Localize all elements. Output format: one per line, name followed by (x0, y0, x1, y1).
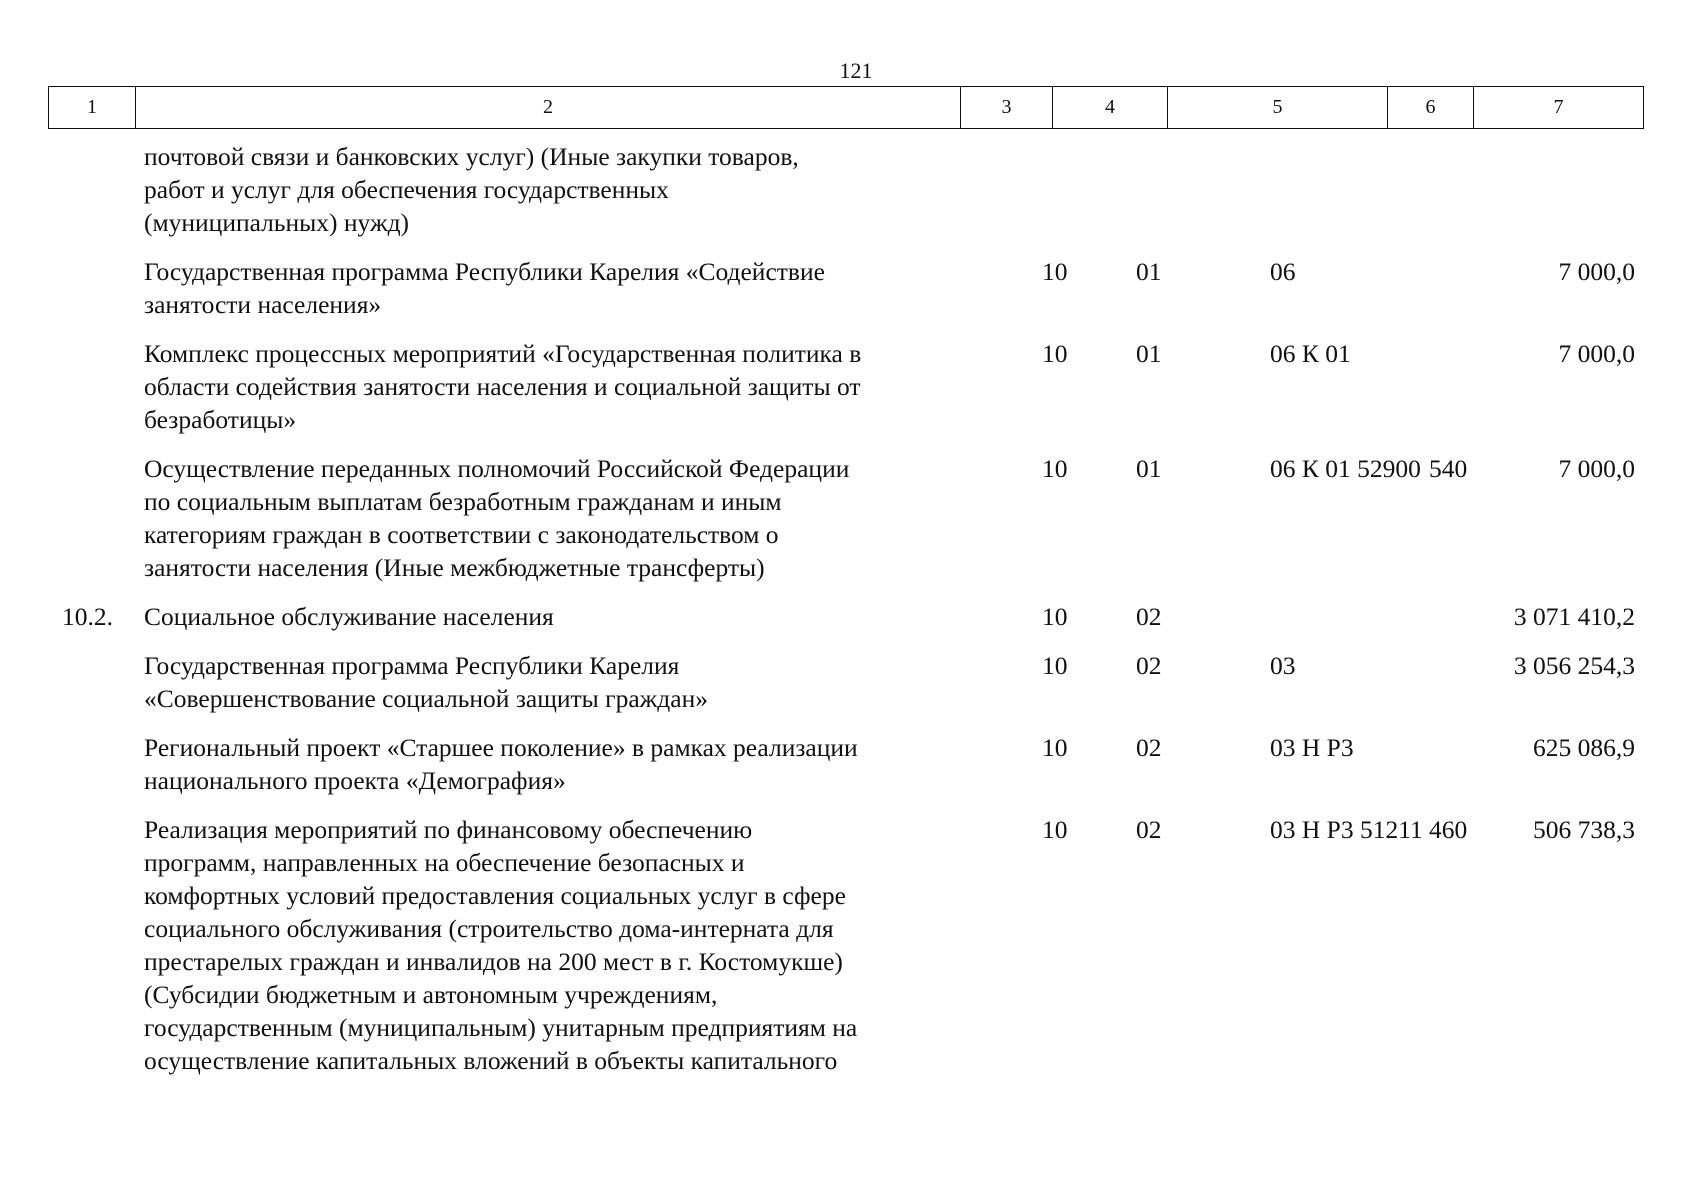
row-amount-text: 625 086,9 (1533, 733, 1635, 762)
header-col-3: 3 (961, 87, 1053, 128)
row-number (48, 649, 144, 715)
row-subsection-code (1100, 255, 1184, 321)
row-description-text: Социальное обслуживание населения (144, 602, 554, 631)
row-subsection-code-text: 01 (1136, 454, 1162, 483)
row-target-article-text: 03 (1270, 651, 1296, 680)
row-expense-type (1409, 255, 1499, 321)
row-description-text: Региональный проект «Старшее поколение» в рамках реализации национального проекта «Демография» (144, 733, 858, 795)
row-number (48, 813, 144, 1077)
row-section-code (1004, 649, 1100, 715)
row-target-article (1184, 731, 1409, 797)
table-row (48, 600, 1644, 633)
row-section-code (1004, 452, 1100, 584)
row-amount (1499, 452, 1644, 584)
row-expense-type (1409, 140, 1499, 239)
row-section-code (1004, 813, 1100, 1077)
row-section-code-text: 10 (1042, 602, 1068, 631)
row-target-article (1184, 649, 1409, 715)
row-target-article (1184, 813, 1423, 1077)
row-amount-text: 3 071 410,2 (1513, 602, 1635, 631)
table-row (48, 649, 1644, 715)
header-col-4: 4 (1053, 87, 1168, 128)
row-section-code-text: 10 (1042, 651, 1068, 680)
row-target-article-text: 03 Н Р3 51211 (1270, 815, 1423, 844)
row-subsection-code (1100, 452, 1184, 584)
row-description (144, 813, 1004, 1077)
row-section-code (1004, 255, 1100, 321)
row-amount-text: 506 738,3 (1533, 815, 1635, 844)
table-row (48, 140, 1644, 239)
row-subsection-code (1100, 600, 1184, 633)
row-subsection-code-text: 01 (1136, 339, 1162, 368)
row-description-text: Реализация мероприятий по финансовому обеспечению программ, направленных на обеспечение безопасных и комфортных условий предоставления социальных услуг в сфере социального обслуживания (строительство дома-интерната для престарелых граждан и инвалидов на 200 мест в г. Костомукше) (Субсидии бюджетным и автономным учреждениям, государственным (муниципальным) унитарным предприятиям на осуществление капитальных вложений в объекты капитального (144, 815, 858, 1075)
row-expense-type (1409, 813, 1499, 1077)
row-section-code (1004, 140, 1100, 239)
header-col-7: 7 (1553, 96, 1564, 118)
row-target-article (1184, 140, 1409, 239)
row-subsection-code (1100, 813, 1184, 1077)
row-amount (1499, 813, 1644, 1077)
row-number (48, 255, 144, 321)
page-number: 121 (839, 58, 873, 83)
table-row (48, 452, 1644, 584)
row-amount-text: 7 000,0 (1558, 339, 1635, 368)
table-row (48, 337, 1644, 436)
table-row (48, 731, 1644, 797)
row-description-text: Государственная программа Республики Карелия «Совершенствование социальной защиты граждан» (144, 651, 708, 713)
row-expense-type (1409, 452, 1499, 584)
row-subsection-code-text: 01 (1136, 257, 1162, 286)
row-amount (1499, 337, 1644, 436)
row-amount (1499, 649, 1644, 715)
row-description (144, 337, 1004, 436)
row-subsection-code-text: 02 (1136, 651, 1162, 680)
row-subsection-code (1100, 731, 1184, 797)
header-col-5: 5 (1168, 87, 1388, 128)
row-section-code (1004, 600, 1100, 633)
header-col-6: 6 (1388, 87, 1474, 128)
row-description-text: Осуществление переданных полномочий Российской Федерации по социальным выплатам безработным гражданам и иным категориям граждан в соответствии с законодательством о занятости населения (Иные межбюджетные трансферты) (144, 454, 850, 582)
row-target-article-text: 06 (1270, 257, 1296, 286)
row-description (144, 140, 1004, 239)
row-target-article (1184, 255, 1409, 321)
row-number (48, 452, 144, 584)
row-subsection-code (1100, 649, 1184, 715)
row-section-code-text: 10 (1042, 733, 1068, 762)
row-number (48, 731, 144, 797)
table-row (48, 255, 1644, 321)
header-col-1: 1 (49, 87, 136, 128)
row-description-text: Комплекс процессных мероприятий «Государственная политика в области содействия занятости населения и социальной защиты от безработицы» (144, 339, 862, 434)
table-row (48, 813, 1644, 1077)
row-section-code-text: 10 (1042, 454, 1068, 483)
row-subsection-code-text: 02 (1136, 602, 1162, 631)
row-section-code-text: 10 (1042, 339, 1068, 368)
row-subsection-code (1100, 140, 1184, 239)
row-amount-text: 7 000,0 (1558, 257, 1635, 286)
row-expense-type-text: 460 (1429, 815, 1468, 844)
row-amount-text: 3 056 254,3 (1513, 651, 1635, 680)
row-number (48, 337, 144, 436)
row-target-article-text: 06 К 01 (1270, 339, 1351, 368)
row-amount (1499, 255, 1644, 321)
row-target-article (1184, 452, 1421, 584)
header-col-2: 2 (136, 87, 961, 128)
row-expense-type (1409, 649, 1499, 715)
row-section-code-text: 10 (1042, 815, 1068, 844)
row-subsection-code (1100, 337, 1184, 436)
row-target-article-text: 03 Н Р3 (1270, 733, 1354, 762)
row-description (144, 452, 1004, 584)
row-number-text: 10.2. (62, 602, 113, 631)
row-description (144, 600, 1004, 633)
row-number (48, 140, 144, 239)
row-target-article (1184, 337, 1409, 436)
row-section-code (1004, 337, 1100, 436)
row-expense-type (1409, 600, 1499, 633)
row-target-article (1184, 600, 1409, 633)
row-target-article-text: 06 К 01 52900 (1270, 454, 1421, 483)
row-expense-type (1409, 731, 1499, 797)
row-amount (1499, 600, 1644, 633)
row-number (48, 600, 144, 633)
row-subsection-code-text: 02 (1136, 815, 1162, 844)
row-section-code (1004, 731, 1100, 797)
row-subsection-code-text: 02 (1136, 733, 1162, 762)
row-description (144, 649, 1004, 715)
row-amount-text: 7 000,0 (1558, 454, 1635, 483)
table-header (48, 86, 1644, 129)
row-expense-type-text: 540 (1429, 454, 1468, 483)
row-description (144, 731, 1004, 797)
table-body (48, 140, 1644, 1093)
row-amount (1499, 140, 1644, 239)
row-description-text: почтовой связи и банковских услуг) (Иные закупки товаров, работ и услуг для обеспечения государственных (муниципальных) нужд) (144, 142, 799, 237)
row-section-code-text: 10 (1042, 257, 1068, 286)
row-description (144, 255, 1004, 321)
row-amount (1499, 731, 1644, 797)
row-description-text: Государственная программа Республики Карелия «Содействие занятости населения» (144, 257, 825, 319)
row-expense-type (1409, 337, 1499, 436)
